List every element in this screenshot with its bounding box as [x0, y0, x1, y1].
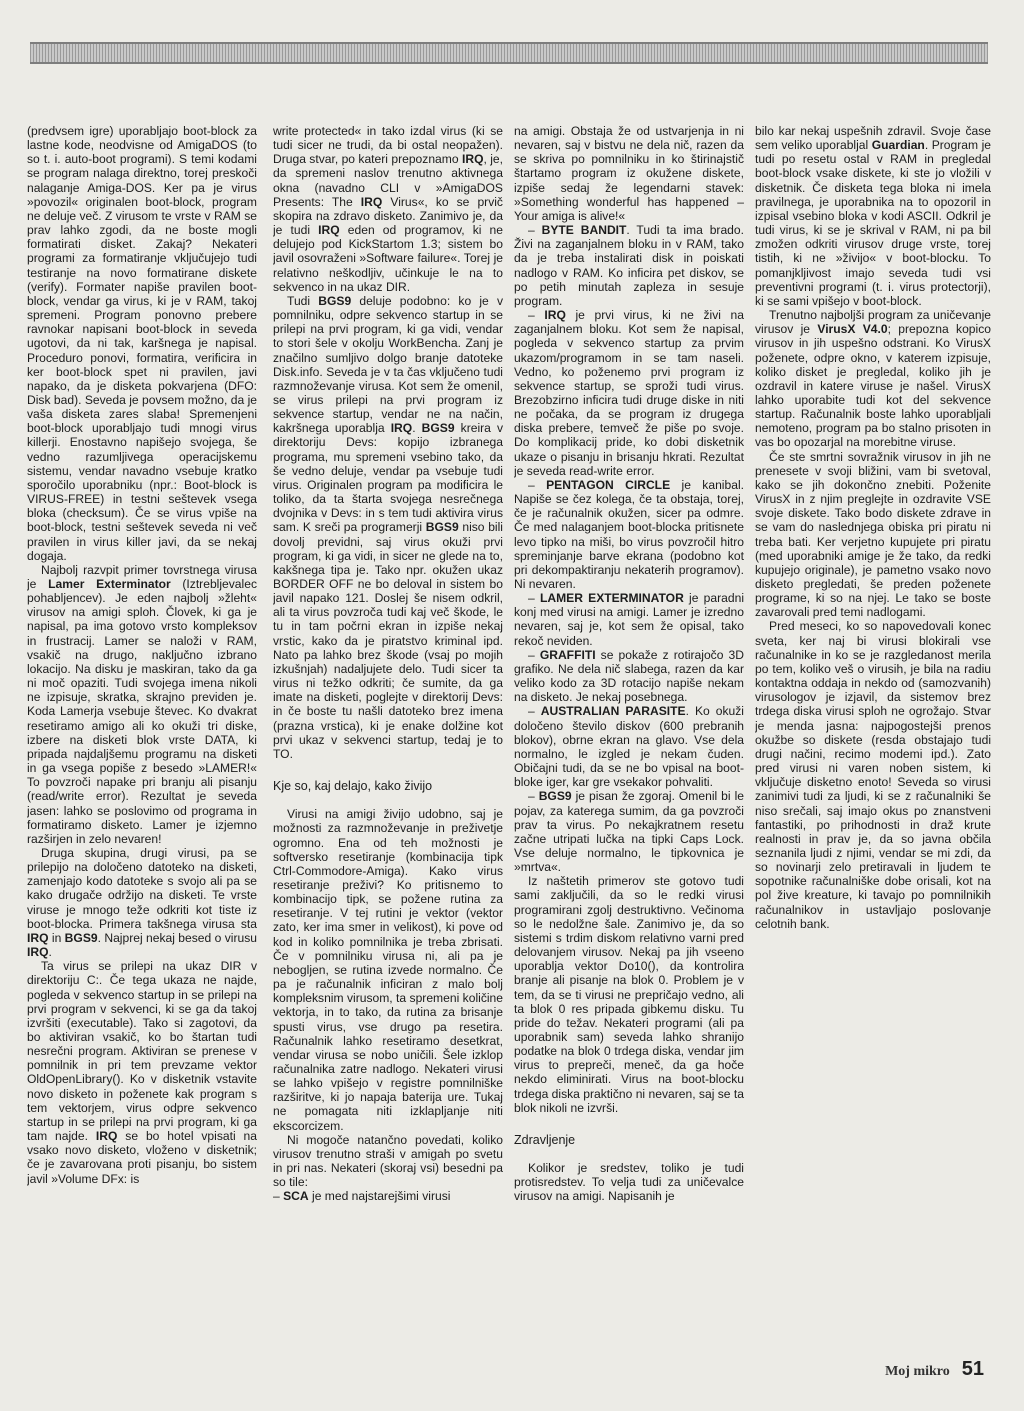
paragraph: na amigi. Obstaja že od ustvarjenja in ni nevaren, saj v bistvu ne dela nič, razen da se skriva po pomnilniku in ko štirinajstič štartamo program iz okužene diskete, izpiše sedaj že legendarni stavek: »Something wonderful has happened – Your amiga is alive!«: [514, 124, 744, 223]
paragraph: – SCA je med najstarejšimi virusi: [273, 1189, 451, 1204]
paragraph: Ta virus se prilepi na ukaz DIR v direktoriju C:. Če tega ukaza ne najde, pogleda v sekvenco startup in se prilepi na prvi program v sekvenci, ki se ga da takoj izvršiti (executable). Tako si zagotovi, da bo aktiviran vsakič, ko bo štartan tudi nesrečni program. Aktiviran se prenese v pomnilnik in pri tem prevzame vektor OldOpenLibrary(). Ko v disketnik vstavite novo disketo in poženete kak program s tem vektorjem, virus odpre sekvenco startup in se prilepi na prvi program, ki ga tam najde. IRQ se bo hotel vpisati na vsako novo disketo, vloženo v disketnik; če je zavarovana proti pisanju, bo sistem javil »Volume DFx: is: [27, 959, 257, 1186]
page-number: 51: [961, 1358, 984, 1380]
paragraph: – BYTE BANDIT. Tudi ta ima brado. Živi na zaganjalnem bloku in v RAM, tako da je treba instalirati disk in poiskati nadlogo v RAM. Ko inficira pet diskov, se po petih minutah zapleza in sesuje program.: [514, 223, 744, 308]
paragraph: (predvsem igre) uporabljajo boot-block za lastne kode, neodvisne od AmigaDOS (to so t. i. auto-boot programi). S temi kodami se program nalaga direktno, torej preskoči nalaganje Amiga-DOS. Ker pa je virus »povozil« originalen boot-block, program ne deluje več. Z virusom te vrste v RAM se prav lahko zgodi, da ne boste mogli formatirati disket. Zakaj? Nekateri programi za formatiranje vključujejo tudi testiranje na novo formatirane diskete (verify). Formater napiše pravilen boot-block, vendar ga virus, ki je v RAM, takoj spremeni. Program ponovno prebere ravnokar napisani boot-block in seveda ugotovi, da ni tak, karšnega je napisal. Proceduro ponovi, formatira, verificira in ker boot-block spet ni pravilen, javi napako, da je disketa pokvarjena (DFO: Disk bad). Seveda je povsem možno, da je vaša disketa zares slaba! Spremenjeni boot-block uporabljajo tudi mnogi virus killerji. Enostavno napišejo svojega, še vedno razumljivega operacijskemu sistemu, vendar navadno vsebuje kratko sporočilo uporabniku (npr.: Boot-block is VIRUS-FREE) in testni seštevek vsega bloka (checksum). Če se virus vpiše na boot-block, testni seštevek seveda ni več pravilen in virus killer javi, da se nekaj dogaja.: [27, 124, 257, 563]
paragraph: write protected« in tako izdal virus (ki se tudi sicer ne trudi, da bi ostal neopažen). Druga stvar, po kateri prepoznamo IRQ, je, da spremeni naslov trenutno aktivnega okna (navadno CLI v »AmigaDOS Presents: The IRQ Virus«, ko se prvič skopira na zdravo disketo. Zanimivo je, da je tudi IRQ eden od programov, ki ne delujejo pod KickStartom 1.3; sistem bo javil osovraženi »Software failure«. Torej je relativno neškodljiv, učinkuje le na to sekvenco in na ukaz DIR.: [273, 124, 503, 294]
paragraph: – AUSTRALIAN PARASITE. Ko okuži določeno število diskov (600 prebranih blokov), obrne ekran na glavo. Vse dela normalno, le izgled je nekam čuden. Običajni tudi, da se ne bo vpisal na boot-bloke iger, kar gre vsekakor pohvaliti.: [514, 704, 744, 790]
section-heading: Kje so, kaj delajo, kako živijo: [273, 779, 433, 794]
paragraph: – PENTAGON CIRCLE je kanibal. Napiše se čez kolega, če ta obstaja, torej, če je računalnik okužen, sicer pa odmre. Če med nalaganjem boot-blocka pritisnete levo tipko na miši, bo virus povzročil hitro spreminjanje barve ekrana (podobno kot pri dekompaktiranju nekaterih programov). Ni nevaren.: [514, 477, 744, 591]
paragraph: – IRQ je prvi virus, ki ne živi na zaganjalnem bloku. Kot sem že napisal, pogleda v sekvenco startup za prvim ukazom/programom in se tam naseli. Vedno, ko poženemo prvi program iz sekvence startup, se sproži tudi virus. Brezobzirno inficira tudi druge diske in niti ne počaka, da se program iz drugega diska prebere, temveč že piše po svoje. Do komplikacij pride, ko dobi disketnik ukaze o pisanju in brisanju hkrati. Rezultat je seveda read-write error.: [514, 308, 744, 478]
paragraph: Ni mogoče natančno povedati, koliko virusov trenutno straši v amigah po svetu in pri nas. Nekateri (skoraj vsi) besedni pa so tile:: [273, 1132, 503, 1190]
column-1: [27, 124, 257, 1374]
paragraph: Druga skupina, drugi virusi, pa se prilepijo na določeno datoteko na disketi, zamenjajo kodo datoteke s svojo ali pa se kako drugače održijo na disketi. Te vrste viruse je mnogo teže odkriti kot tiste iz boot-blocka. Primera takšnega virusa sta IRQ in BGS9. Najprej nekaj besed o virusu IRQ.: [27, 845, 257, 960]
paragraph: Trenutno najboljši program za uničevanje virusov je VirusX V4.0; prepozna kopico virusov in jih uspešno odstrani. Ko VirusX poženete, odpre okno, v katerem izpisuje, koliko disket je pregledal, koliko jih je ozdravil in katere viruse je našel. VirusX lahko uporabite tudi kot del sekvence startup. Računalnik boste lahko uporabljali nemoteno, program pa bo stalno prisoten in vas bo opozarjal na morebitne viruse.: [755, 308, 991, 450]
paragraph: Kolikor je sredstev, toliko je tudi protisredstev. To velja tudi za uničevalce virusov na amigi. Napisanih je: [514, 1161, 744, 1204]
paragraph: – LAMER EXTERMINATOR je paradni konj med virusi na amigi. Lamer je izredno nevaren, saj je, kot sem že opisal, tako rekoč neviden.: [514, 591, 744, 648]
paragraph: Najbolj razvpit primer tovrstnega virusa je Lamer Exterminator (Iztrebljevalec pohabljencev). Je eden najbolj »žleht« virusov na amigi sploh. Človek, ki ga je napisal, pa ima gotovo vrsto kompleksov in frustracij. Lamer se naloži v RAM, vsakič na drugo, naključno izbrano lokacijo. Na disku je maskiran, tako da ga ni moč opaziti. Tudi svojega imena nikoli ne izpisuje, skratka, skrajno previden je. Koda Lamerja vsebuje števec. Ko dvakrat resetiramo amigo ali ko okuži tri diske, izbere na disketi blok vrste DATA, ki pripada najdaljšemu programu na disketi in ga vsega popiše z besedo »LAMER!« To povzroči napake pri branju ali pisanju (read/write error). Rezultat je seveda jasen: lahko se poslovimo od programa in formatiramo disketo. Lamer je izjemno razširjen in zelo nevaren!: [27, 562, 257, 846]
paragraph: Pred meseci, ko so napovedovali konec sveta, ker naj bi virusi blokirali vse računalnike in ko se je razgledanost merila po tem, koliko veš o virusih, je bila na radiu kontaktna oddaja in nekdo od (samozvanih) virusologov je izjavil, da sistemov brez trdega diska virusi sploh ne ogrožajo. Stvar je menda jasna: najpogostejši prenos okužbe so diskete (resda obstajajo tudi drugi načini, recimo modemi ipd.). Zato pred virusi ni varen noben sistem, ki vključuje disketno enoto! Seveda so virusi zanimivi tudi za ljudi, ki se z računalniki še niso srečali, saj imajo okus po znanstveni fantastiki, po prihodnosti in draž krute realnosti in prav je, da so javna občila seznanila ljudi z njimi, vendar se mi zdi, da so novinarji zelo pretiravali in ljudem te sopotnike računalniške dobe orisali, kot na pol žive kreature, ki tavajo po pomnilnikih računalnikov in ustavljajo poslovanje celotnih bank.: [755, 619, 991, 931]
paragraph: bilo kar nekaj uspešnih zdravil. Svoje čase sem veliko uporabljal Guardian. Program je tudi po resetu ostal v RAM in pregledal boot-block vsake diskete, ki ste jo vložili v disketnik. Če disketa tega bloka ni imela pravilnega, je uporabnika na to opozoril in izpisal vsebino bloka v kodi ASCII. Odkril je tudi virus, ki se je skrival v RAM, ni pa bil zmožen odkriti virusov druge vrste, torej tistih, ki ne »živijo« v boot-blocku. To pomanjkljivost imajo seveda tudi vsi preventivni programi (t. i. virus protectorji), ki se sami vpišejo v boot-block.: [755, 124, 991, 308]
column-4: [755, 124, 991, 1374]
paragraph: – BGS9 je pisan že zgoraj. Omenil bi le pojav, za katerega sumim, da ga povzroči prav ta virus. Po nekajkratnem resetu začne utripati lučka na tipki Caps Lock. Vse deluje normalno, le tipkovnica je »mrtva«.: [514, 789, 744, 875]
column-3: [514, 124, 744, 1374]
column-2: [273, 124, 503, 1374]
page-footer: [885, 1358, 984, 1381]
decorative-header-bar: [30, 42, 988, 64]
paragraph: Če ste smrtni sovražnik virusov in jih ne prenesete v svoji bližini, vam bi svetoval, kako se jih dokončno znebiti. Poženite VirusX in z njim preglejte in ozdravite VSE svoje diskete. Tako bodo diskete zdrave in se vam do naslednjega obiska pri piratu ni treba bati. Ker verjetno kupujete pri piratu (med uporabniki amige je že tako, da redki kupujejo originale), je pametno vsako novo disketo pregledati, še preden poženete programe, ki so na njej. Le tako se boste zavarovali pred temi nadlogami.: [755, 449, 991, 620]
paragraph: Tudi BGS9 deluje podobno: ko je v pomnilniku, odpre sekvenco startup in se prilepi na prvi program, ki ga vidi, vendar to stori šele v okolju WorkBencha. Zanj je značilno sumljivo dolgo branje datoteke Disk.info. Seveda je v ta čas vključeno tudi razmnoževanje virusa. Kot sem že omenil, se virus prilepi na prvi program iz sekvence startup, vendar ne na način, kakršnega uporablja IRQ. BGS9 kreira v direktoriju Devs: kopijo izbranega programa, mu spremeni vsebino tako, da še vedno deluje, vendar pa vsebuje tudi virus. Originalen program pa modificira le toliko, da ta štarta svojega nesrečnega dvojnika v Devs: in s tem tudi aktivira virus sam. K sreči pa programerji BGS9 niso bili dovolj previdni, saj virus okuži prvi program, ki ga vidi, in sicer ne glede na to, kakšnega tipa je. Tako npr. okužen ukaz BORDER OFF ne bo deloval in sistem bo javil napako 121. Doslej še nisem odkril, ali ta virus povzroča tudi kaj več škode, le tu in tam počrni ekran in izpiše nekaj vrstic, kako da je piratstvo kriminal ipd. Nato pa lahko brez škode (vsaj po mojih izkušnjah) nadaljujete delo. Tudi sicer ta virus ni težko odkriti; če sumite, da ga imate na disketi, poglejte v direktorij Devs: in če boste tu našli datoteko brez imena (prazna vrstica), ki je enake dolžine kot prvi ukaz v sekvenci startup, tedaj je to TO.: [273, 293, 503, 761]
magazine-name: Moj mikro: [885, 1364, 950, 1379]
paragraph: – GRAFFITI se pokaže z rotirajočo 3D grafiko. Ne dela nič slabega, razen da kar veliko kodo za 3D rotacijo napiše nekam na disketo. Je nekaj posebnega.: [514, 647, 744, 705]
paragraph: Virusi na amigi živijo udobno, saj je možnosti za razmnoževanje in preživetje ogromno. Ena od teh možnosti je softversko resetiranje (kombinacija tipk Ctrl-Commodore-Amiga). Kako virus resetiranje preživi? Ko pritisnemo to kombinacijo tipk, se požene rutina za resetiranje. V tej rutini je vektor (vektor zato, ker ima smer in velikost), ki pove od kod in koliko pomnilnika je treba zbrisati. Če v pomnilniku virusa ni, ali pa je nebogljen, se rutina izvede normalno. Če pa je računalnik inficiran z malo bolj kompleksnim virusom, ta spremeni količine vektorja, in to tako, da rutina za brisanje spusti virus, vse drugo pa resetira. Računalnik lahko resetiramo desetkrat, vendar virusa se nobo uničili. Šele izklop računalnika zatre nadlogo. Nekateri virusi se lahko vpišejo v registre pomnilniške razširitve, ki jo napaja baterija ure. Tukaj ne pomagata niti izklapljanje niti ekscorcizem.: [273, 807, 503, 1133]
paragraph: Iz naštetih primerov ste gotovo tudi sami zaključili, da so le redki virusi programirani zgolj destruktivno. Večinoma so le nedolžne šale. Zanimivo je, da so sistemi s trdim diskom relativno varni pred delovanjem virusov. Nekaj pa jih vseeno uporablja vektor Do10(), da kontrolira branje ali pisanje na blok 0. Problem je v tem, da se ti virusi ne prepričajo vedno, ali ta blok 0 res pripada gibkemu disku. Tu pride do težav. Nekateri programi (ali pa uporabnik sam) seveda lahko shranijo podatke na blok 0 trdega diska, vendar jim virus to prepreči, meneč, da ga hoče nekdo eliminirati. Virus na boot-blocku trdega diska praktično ni nevaren, saj se ta blok nikoli ne izvrši.: [514, 874, 744, 1115]
section-heading: Zdravljenje: [514, 1132, 576, 1147]
